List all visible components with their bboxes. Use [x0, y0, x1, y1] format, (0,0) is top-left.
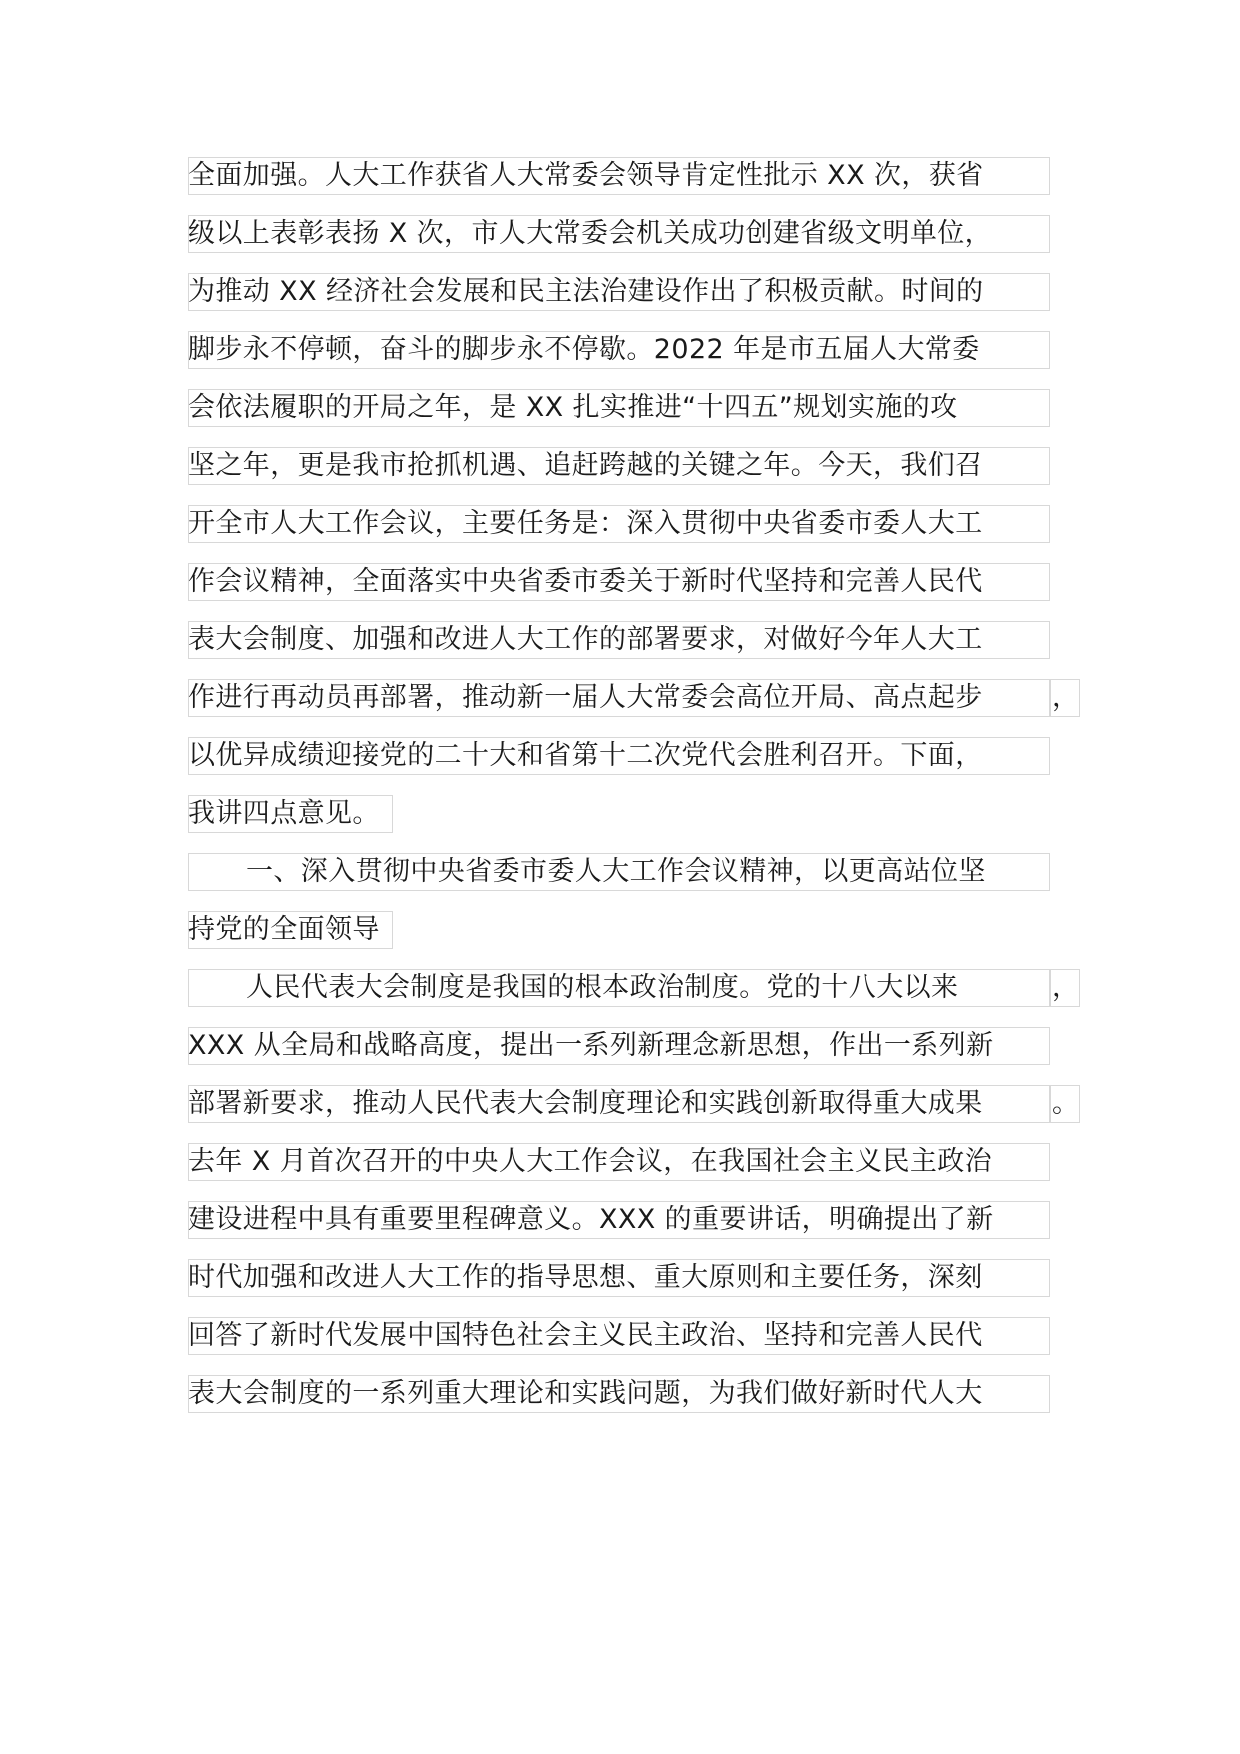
overflow-punctuation: ， — [1052, 682, 1079, 713]
overflow-punctuation: 。 — [1052, 1088, 1079, 1119]
paragraph-line: 以优异成绩迎接党的二十大和省第十二次党代会胜利召开。下面， — [188, 740, 983, 771]
section-heading-line: 一、深入贯彻中央省委市委人大工作会议精神，以更高站位坚 — [246, 856, 986, 887]
paragraph-line: 开全市人大工作会议，主要任务是：深入贯彻中央省委市委人大工 — [188, 508, 983, 539]
paragraph-line: 全面加强。人大工作获省人大常委会领导肯定性批示 XX 次，获省 — [188, 160, 984, 191]
paragraph-line: 回答了新时代发展中国特色社会主义民主政治、坚持和完善人民代 — [188, 1320, 983, 1351]
paragraph-line: 作会议精神，全面落实中央省委市委关于新时代坚持和完善人民代 — [188, 566, 983, 597]
paragraph-line: 表大会制度的一系列重大理论和实践问题，为我们做好新时代人大 — [188, 1378, 983, 1409]
paragraph-line: 表大会制度、加强和改进人大工作的部署要求，对做好今年人大工 — [188, 624, 983, 655]
overflow-punctuation: ， — [1052, 972, 1079, 1003]
paragraph-line: 作进行再动员再部署，推动新一届人大常委会高位开局、高点起步 — [188, 682, 983, 713]
paragraph-line: 级以上表彰表扬 X 次，市人大常委会机关成功创建省级文明单位， — [188, 218, 993, 249]
paragraph-line: 人民代表大会制度是我国的根本政治制度。党的十八大以来 — [246, 972, 959, 1003]
paragraph-line: 时代加强和改进人大工作的指导思想、重大原则和主要任务，深刻 — [188, 1262, 983, 1293]
paragraph-line: 我讲四点意见。 — [188, 798, 380, 829]
paragraph-line: 为推动 XX 经济社会发展和民主法治建设作出了积极贡献。时间的 — [188, 276, 984, 307]
paragraph-line: XXX 从全局和战略高度，提出一系列新理念新思想，作出一系列新 — [188, 1030, 994, 1061]
paragraph-line: 脚步永不停顿，奋斗的脚步永不停歇。2022 年是市五届人大常委 — [188, 334, 980, 365]
paragraph-line: 部署新要求，推动人民代表大会制度理论和实践创新取得重大成果 — [188, 1088, 983, 1119]
section-heading-line: 持党的全面领导 — [188, 914, 380, 945]
paragraph-line: 去年 X 月首次召开的中央人大工作会议，在我国社会主义民主政治 — [188, 1146, 993, 1177]
paragraph-line: 坚之年，更是我市抢抓机遇、追赶跨越的关键之年。今天，我们召 — [188, 450, 983, 481]
paragraph-line: 建设进程中具有重要里程碑意义。XXX 的重要讲话，明确提出了新 — [188, 1204, 994, 1235]
paragraph-line: 会依法履职的开局之年，是 XX 扎实推进“十四五”规划实施的攻 — [188, 392, 958, 423]
